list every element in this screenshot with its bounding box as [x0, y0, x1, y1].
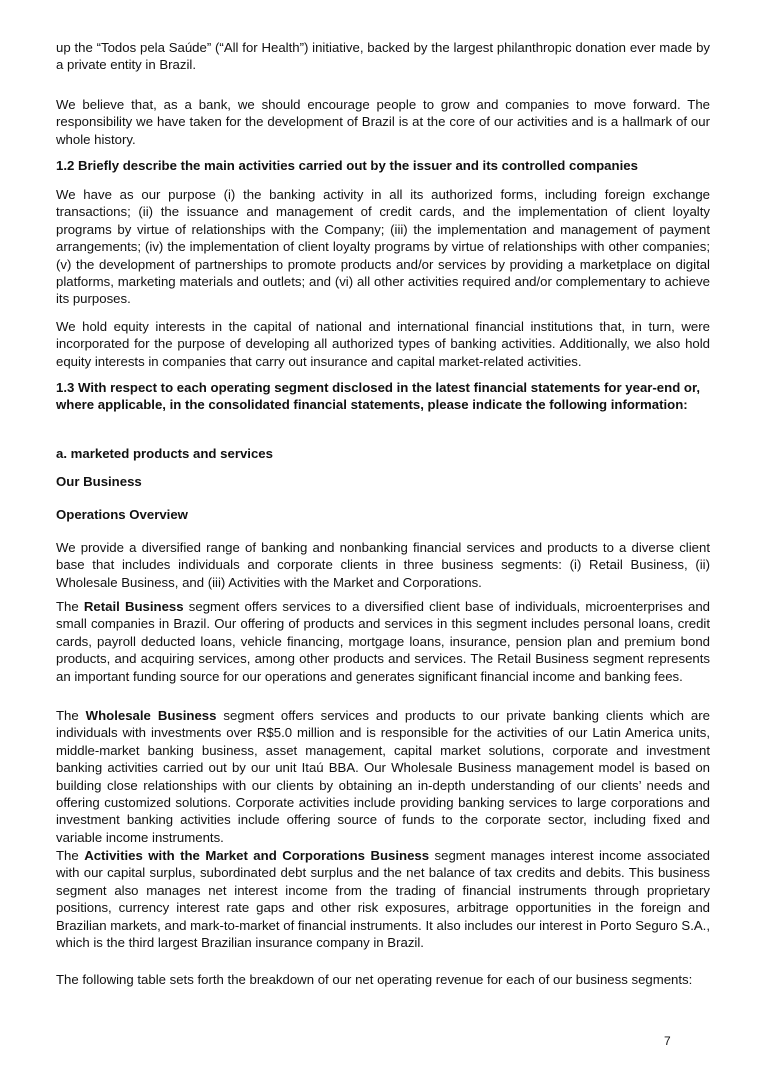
market-text: segment manages interest income associated with our capital surplus, subordinated debt surplus and the net balance of tax credits and debits. This business segment also manages net interest income from the trading of financial instruments through proprietary positions, currency interest rate gaps and other risk exposures, arbitrage opportunities in the foreign and Brazilian markets, and mark-to-market of financial instruments. It also includes our interest in Porto Seguro S.A., which is the third largest Brazilian insurance company in Brazil. [56, 848, 710, 951]
market-pre: The [56, 848, 85, 863]
heading-1-2: 1.2 Briefly describe the main activities carried out by the issuer and its controlled companies [56, 158, 638, 173]
paragraph-purpose: We have as our purpose (i) the banking activity in all its authorized forms, including foreign exchange transactions; (ii) the issuance and management of credit cards, and the implementation of client loyalty programs by virtue of relationships with the Company; (iii) the implementation and management of payment arrangements; (iv) the implementation of client loyalty programs by virtue of relationships with other companies; (v) the development of partnerships to promote products and/or services by providing a marketplace on digital platforms, marketing materials and outlets; and (vi) all other activities required and/or complementary to achieve its purposes. [56, 187, 710, 307]
paragraph-market [56, 847, 710, 951]
paragraph-belief: We believe that, as a bank, we should encourage people to grow and companies to move forward. The responsibility we have taken for the development of Brazil is at the core of our activities and is a hallmark of our whole history. [56, 97, 710, 147]
paragraph-intro: up the “Todos pela Saúde” (“All for Health”) initiative, backed by the largest philanthropic donation ever made by a private entity in Brazil. [56, 40, 710, 73]
heading-operations-overview: Operations Overview [56, 507, 188, 522]
paragraph-overview: We provide a diversified range of banking and nonbanking financial services and products to a diverse client base that includes individuals and corporate clients in three business segments: (i) Retail Business, (ii) Wholesale Business, and (iii) Activities with the Market and Corporations. [56, 540, 710, 590]
paragraph-equity: We hold equity interests in the capital of national and international financial institutions that, in turn, were incorporated for the purpose of developing all authorized types of banking activities. Additionally, we also hold equity interests in companies that carry out insurance and capital market-related activities. [56, 319, 710, 369]
wholesale-text: segment offers services and products to our private banking clients which are individuals with investments over R$5.0 million and is responsible for the activities of our Latin America units, middle-market banking business, asset management, capital market solutions, corporate and investment banking activities carried out by our unit Itaú BBA. Our Wholesale Business management model is based on building close relationships with our clients by obtaining an in-depth understanding of our clients’ needs and offering customized solutions. Corporate activities include providing banking services to large corporations and investment banking activities include offering source of funds to the corporate sector, including fixed and variable income instruments. [56, 708, 710, 845]
retail-pre: The [56, 599, 84, 614]
heading-1-3: 1.3 With respect to each operating segment disclosed in the latest financial statements for year-end or, where applicable, in the consolidated financial statements, please indicate the following information: [56, 380, 701, 413]
retail-term: Retail Business [83, 599, 184, 614]
paragraph-wholesale [56, 707, 710, 846]
wholesale-term: Wholesale Business [85, 708, 217, 723]
wholesale-pre: The [56, 708, 86, 723]
page-number: 7 [664, 1034, 671, 1048]
paragraph-table-intro: The following table sets forth the breakdown of our net operating revenue for each of our business segments: [56, 972, 693, 987]
retail-text: segment offers services to a diversified client base of individuals, microenterprises and small companies in Brazil. Our offering of products and services in this segment includes personal loans, credit cards, payroll deducted loans, vehicle financing, mortgage loans, insurance, pension plan and premium bond products, and acquiring services, among other products and services. The Retail Business segment represents an important funding source for our operations and generates significant financial income and banking fees. [56, 599, 711, 684]
heading-marketed-products: a. marketed products and services [56, 446, 273, 461]
paragraph-retail [56, 598, 710, 685]
heading-our-business: Our Business [56, 474, 142, 489]
market-term: Activities with the Market and Corporations Business [84, 848, 430, 863]
